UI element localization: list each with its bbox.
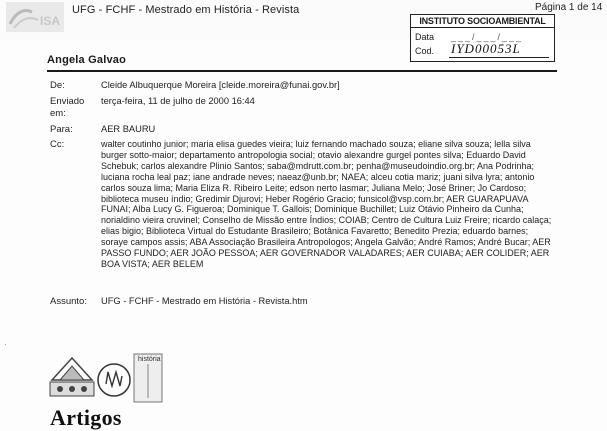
document-title: UFG - FCHF - Mestrado em História - Revista	[72, 4, 300, 16]
stamp-date-value: ___/___/___	[451, 32, 524, 42]
to-label: Para:	[50, 124, 73, 135]
cc-label: Cc:	[50, 139, 65, 150]
svg-text:história: história	[138, 356, 161, 363]
to-value: AER BAURU	[101, 124, 156, 134]
stamp-date-label: Data	[415, 32, 435, 42]
journal-crest-icon	[46, 350, 166, 406]
page-number: Página 1 de 14	[535, 2, 603, 13]
subject-label: Assunto:	[50, 296, 87, 307]
section-heading: Artigos	[50, 405, 122, 430]
isa-logo-icon	[6, 2, 64, 32]
stamp-code-value: IYD00053L	[451, 41, 521, 56]
scan-mark: ·	[4, 340, 7, 349]
stamp-code-label: Cod.	[415, 46, 435, 56]
svg-text:ISA: ISA	[40, 14, 61, 28]
header-divider	[47, 70, 557, 72]
from-label: De:	[50, 80, 65, 91]
from-value: Cleide Albuquerque Moreira [cleide.moreira@funai.gov.br]	[101, 80, 340, 90]
archive-stamp	[410, 14, 555, 62]
sent-label: Enviado em:	[50, 96, 85, 119]
cc-value: walter coutinho junior; maria elisa guedes vieira; luiz fernando machado souza; eliane silva souza; lella silva burger sotto-maior; departamento antropologia social; otavio alexandre gurgel pontes silva; Eduardo David Schebuk; carlos alexandre Plinio Santos; saba@mdrutt.com.br; penha@museudoindio.org.br; Ana Podrinha; luciana rocha leal paz; iane andrade neves; naeaz@unb.br; NAEA; alceu cotia mariz; juani silva lyra; antonio carlos souza lima; Maria Eliza R. Ribeiro Leite; edson nerto lasmar; Juliana Melo; José Briner; Jo Cardoso; biblioteca museu índio; Gredimir Djurovi; Heber Rogério Gracio; funsicol@vsp.com.br; AER GUARAPUAVA FUNAI; Alba Lucy G. Figueroa; Dominique T. Gallois; Dominique Buchillet; Luiz Otávio Pinheiro da Cunha; norialdino vieira cruvinel; Conselho de Missão entre Índios; COIAB; Centro de Cultura Luiz Freire; ricardo calaça; elias bigio; Biblioteca Virtual do Estudante Brasileiro; Botânica Favaretto; Benedito Prezia; eduardo barnes; soraye campos assis; ABA Associação Brasileira Antropologos; Angela Galvão; André Ramos; André Bucar; AER PASSO FUNDO; AER JOÃO PESSOA; AER GOVERNADOR VALADARES; AER CUIABA; AER COLIDER; AER BOA VISTA; AER BELEM	[101, 139, 552, 269]
stamp-code-line	[449, 57, 549, 58]
subject-value: UFG - FCHF - Mestrado em História - Revista.htm	[101, 296, 308, 306]
sent-value: terça-feira, 11 de julho de 2000 16:44	[101, 96, 255, 106]
stamp-title: INSTITUTO SOCIOAMBIENTAL	[411, 16, 554, 28]
recipient-name: Angela Galvao	[47, 54, 127, 66]
